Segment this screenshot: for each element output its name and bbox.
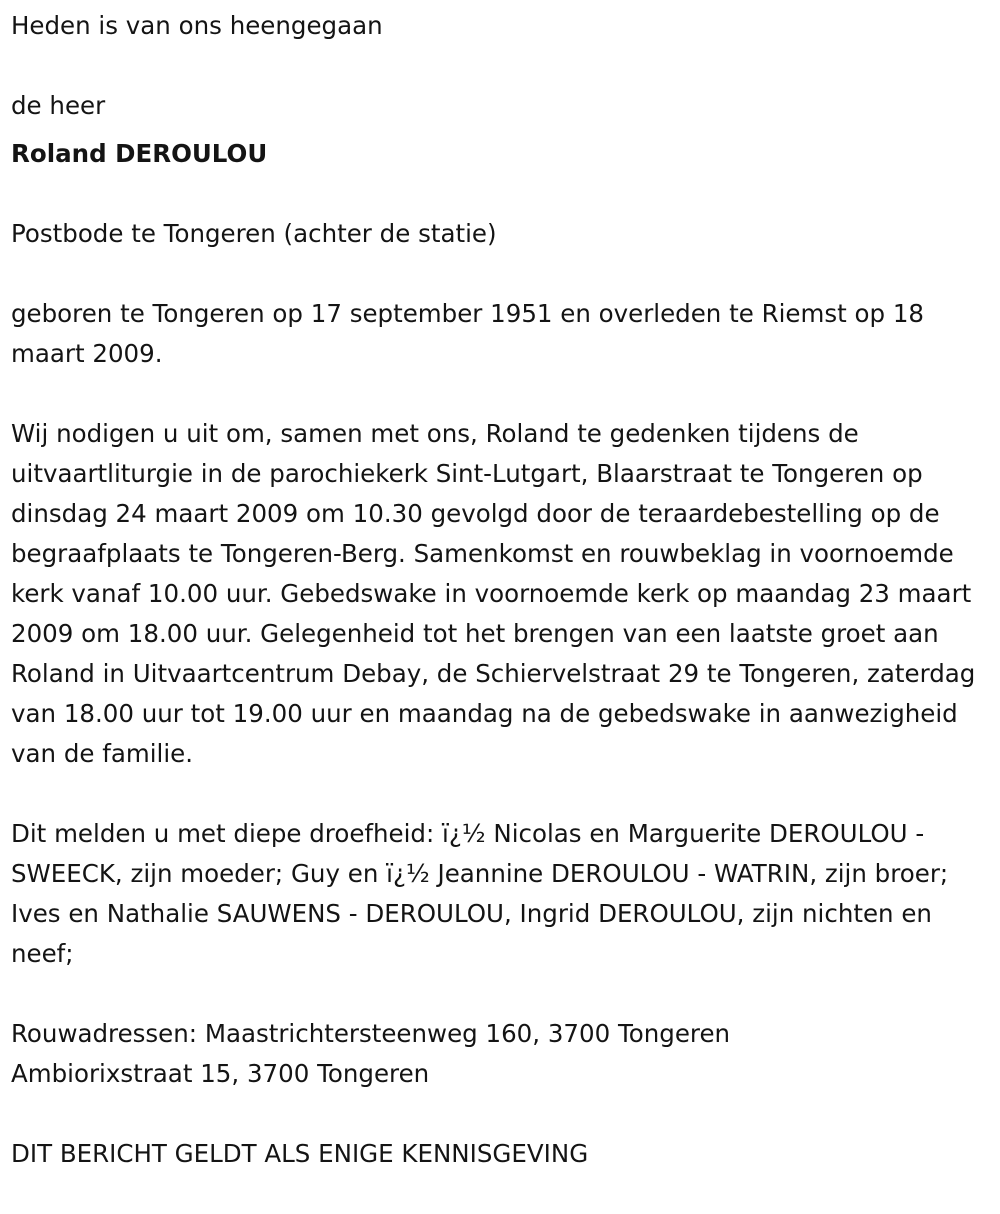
occupation-text: Postbode te Tongeren (achter de statie) [11, 219, 497, 248]
mourners-paragraph: Dit melden u met diepe droefheid: ï¿½ Nicolas en Marguerite DEROULOU - SWEECK, zijn moeder; Guy en ï¿½ Jeannine DEROULOU - WATRIN, zijn broer; Ives en Nathalie SAUWENS - DEROULOU, Ingrid DEROULOU, zijn nichten en neef; [11, 819, 949, 968]
death-notice [11, 6, 996, 1214]
invitation-paragraph: Wij nodigen u uit om, samen met ons, Roland te gedenken tijdens de uitvaartliturgie in de parochiekerk Sint-Lutgart, Blaarstraat te Tongeren op dinsdag 24 maart 2009 om 10.30 gevolgd door de teraardebestelling op de begraafplaats te Tongeren-Berg. Samenkomst en rouwbeklag in voornoemde kerk vanaf 10.00 uur. Gebedswake in voornoemde kerk op maandag 23 maart 2009 om 18.00 uur. Gelegenheid tot het brengen van een laatste groet aan Roland in Uitvaartcentrum Debay, de Schiervelstraat 29 te Tongeren, zaterdag van 18.00 uur tot 19.00 uur en maandag na de gebedswake in aanwezigheid van de familie. [11, 419, 976, 768]
address-line-2: Ambiorixstraat 15, 3700 Tongeren [11, 1059, 430, 1088]
birth-death-text: geboren te Tongeren op 17 september 1951 en overleden te Riemst op 18 maart 2009. [11, 299, 925, 368]
salutation-text: de heer [11, 91, 106, 120]
mourning-addresses [11, 1014, 996, 1094]
closing-text: DIT BERICHT GELDT ALS ENIGE KENNISGEVING [11, 1139, 589, 1168]
address-line-1: Rouwadressen: Maastrichtersteenweg 160, 3700 Tongeren [11, 1019, 731, 1048]
intro-text: Heden is van ons heengegaan [11, 11, 383, 40]
deceased-name: Roland DEROULOU [11, 139, 268, 168]
